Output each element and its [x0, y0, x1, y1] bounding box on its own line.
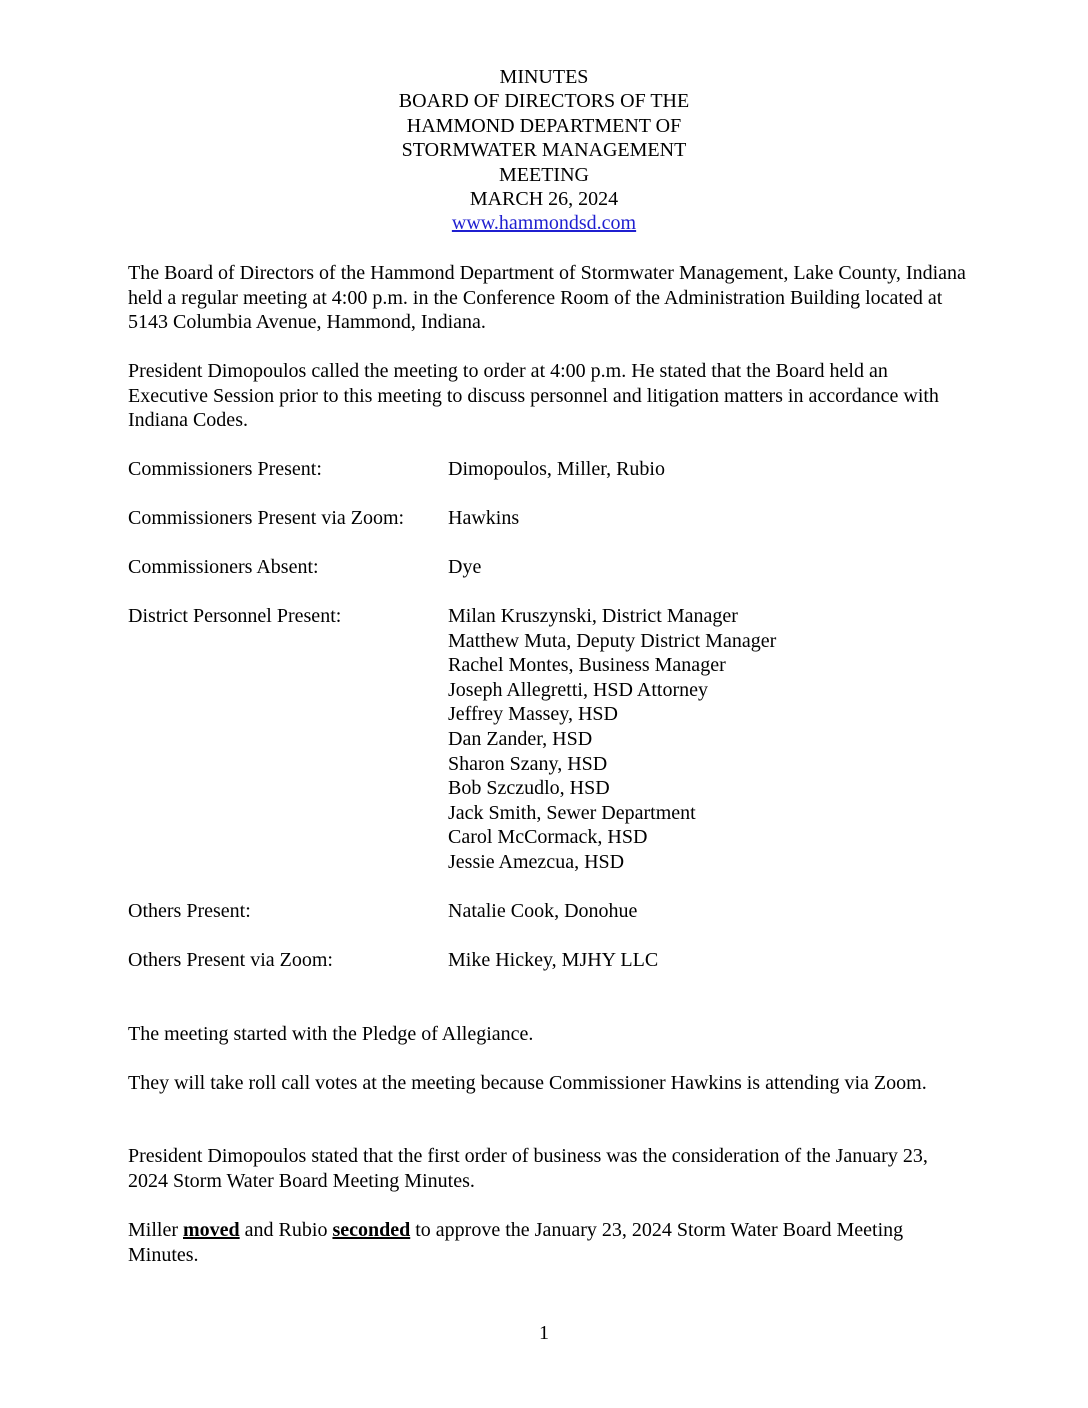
attendance-label: Commissioners Present via Zoom: — [128, 507, 405, 529]
personnel-item: Dan Zander, HSD — [448, 727, 593, 750]
header-title: MINUTES — [499, 66, 589, 88]
personnel-item: Joseph Allegretti, HSD Attorney — [448, 678, 708, 701]
attendance-value: Dye — [448, 556, 482, 578]
header-line-board: BOARD OF DIRECTORS OF THE — [398, 90, 690, 113]
attendance-value: Dimopoulos, Miller, Rubio — [448, 458, 665, 480]
personnel-list — [448, 604, 776, 875]
first-business-paragraph: President Dimopoulos stated that the first order of business was the consideration of the January 23, 2024 Storm Water Board Meeting Minutes. — [128, 1145, 928, 1192]
personnel-item: Jeffrey Massey, HSD — [448, 703, 618, 726]
attendance-label: Commissioners Present: — [128, 458, 322, 480]
attendance-value: Natalie Cook, Donohue — [448, 900, 638, 922]
motion-text: to approve the January 23, 2024 Storm Water Board Meeting Minutes. — [128, 1219, 904, 1266]
attendance-label: Commissioners Absent: — [128, 556, 319, 578]
header-date: MARCH 26, 2024 — [469, 188, 619, 211]
personnel-item: Jack Smith, Sewer Department — [448, 801, 696, 824]
roll-call-paragraph: They will take roll call votes at the meeting because Commissioner Hawkins is attending via Zoom. — [128, 1072, 927, 1094]
personnel-item: Matthew Muta, Deputy District Manager — [448, 629, 777, 652]
document-header — [0, 65, 1088, 236]
pledge-paragraph: The meeting started with the Pledge of Allegiance. — [128, 1023, 534, 1045]
personnel-item: Jessie Amezcua, HSD — [448, 850, 625, 873]
attendance-label: Others Present: — [128, 900, 251, 922]
personnel-item: Milan Kruszynski, District Manager — [448, 605, 738, 627]
attendance-value: Mike Hickey, MJHY LLC — [448, 949, 659, 971]
motion-text: Miller — [128, 1219, 183, 1241]
page-number: 1 — [539, 1322, 549, 1344]
personnel-item: Rachel Montes, Business Manager — [448, 654, 726, 677]
seconded-keyword: seconded — [332, 1219, 411, 1241]
moved-keyword: moved — [183, 1219, 240, 1241]
header-line-meeting: MEETING — [499, 163, 589, 186]
personnel-item: Bob Szczudlo, HSD — [448, 777, 610, 800]
header-line-department: HAMMOND DEPARTMENT OF — [406, 114, 682, 137]
header-line-stormwater: STORMWATER MANAGEMENT — [401, 139, 687, 162]
attendance-value: Hawkins — [448, 507, 520, 529]
motion-paragraph — [128, 1218, 968, 1267]
call-to-order-paragraph: President Dimopoulos called the meeting to order at 4:00 p.m. He stated that the Board held an Executive Session prior to this meeting to discuss personnel and litigation matters in accordance with Indiana Codes. — [128, 360, 939, 432]
attendance-label: District Personnel Present: — [128, 605, 342, 627]
personnel-item: Sharon Szany, HSD — [448, 752, 608, 775]
personnel-item: Carol McCormack, HSD — [448, 826, 648, 849]
intro-paragraph: The Board of Directors of the Hammond Department of Stormwater Management, Lake County, Indiana held a regular meeting at 4:00 p.m. in the Conference Room of the Administration Building located at 5143 Columbia Avenue, Hammond, Indiana. — [128, 262, 966, 334]
motion-text: and Rubio — [239, 1219, 333, 1241]
attendance-label: Others Present via Zoom: — [128, 949, 333, 971]
website-link[interactable]: www.hammondsd.com — [451, 212, 637, 235]
